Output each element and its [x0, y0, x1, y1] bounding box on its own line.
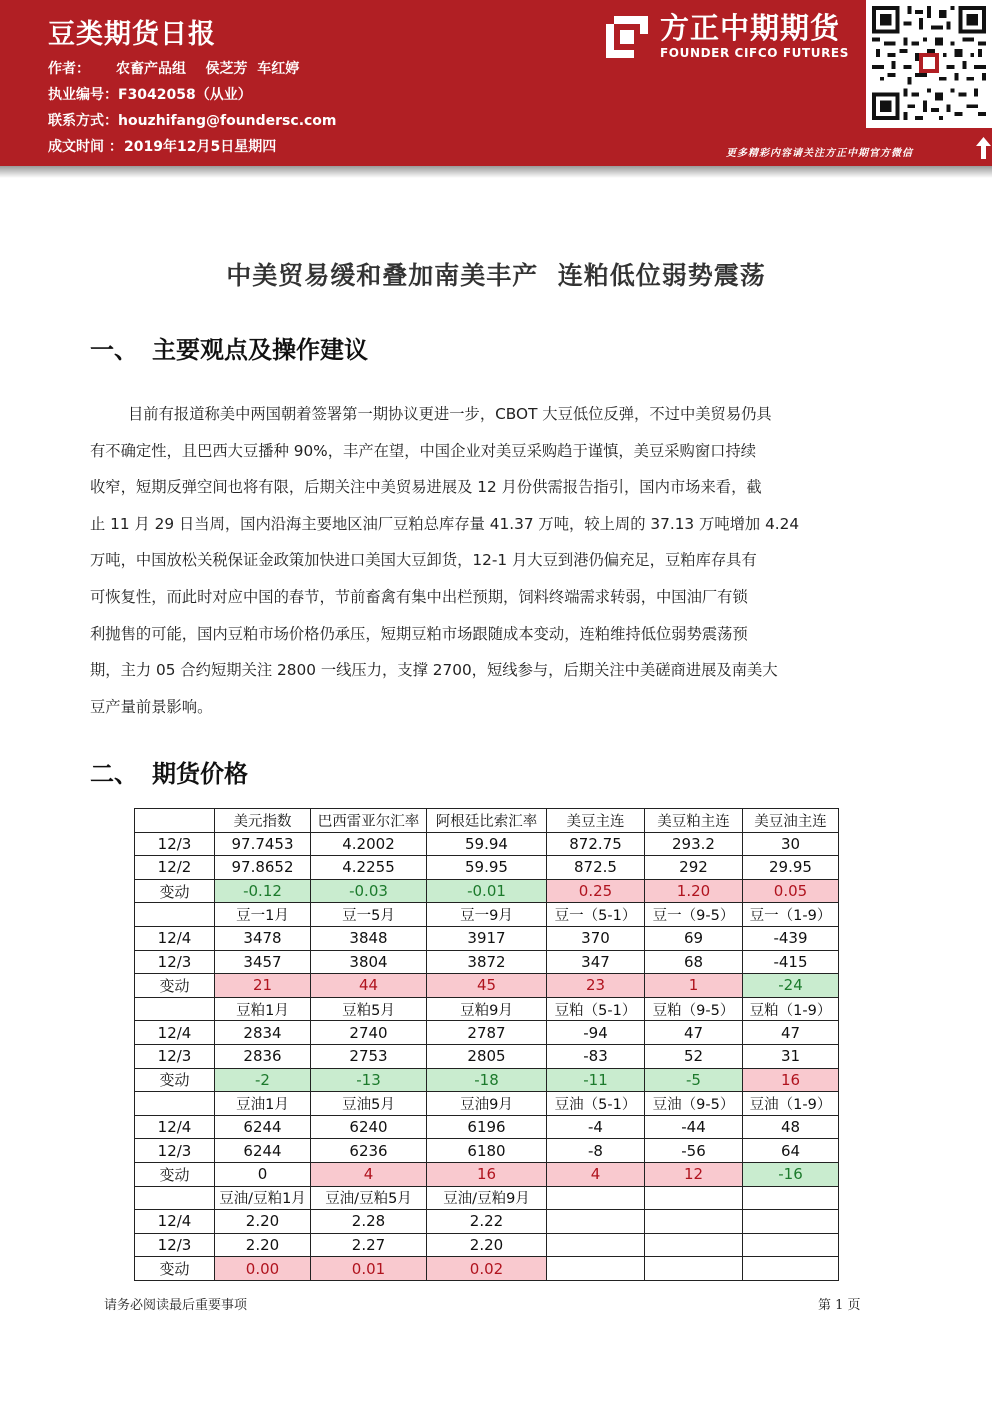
table-cell: 47: [743, 1021, 839, 1045]
contact-line: [48, 110, 337, 130]
table-cell: 2.27: [311, 1233, 427, 1257]
table-cell: 2.20: [215, 1233, 311, 1257]
table-change-row: [135, 974, 839, 998]
table-cell: 6236: [311, 1139, 427, 1163]
row-label: [135, 1092, 215, 1116]
page-number: 第 1 页: [818, 1298, 861, 1313]
table-cell: -8: [547, 1139, 645, 1163]
table-cell: 3848: [311, 926, 427, 950]
table-header-row: [135, 809, 839, 833]
company-brand: [600, 6, 860, 66]
table-cell: -24: [743, 974, 839, 998]
header-shadow: [0, 166, 992, 178]
table-cell: 4: [547, 1162, 645, 1186]
date-line: [48, 136, 276, 156]
paragraph-line: 万吨，中国放松关税保证金政策加快进口美国大豆卸货，12-1 月大豆到港仍偏充足，豆粕库存具有: [90, 551, 757, 570]
table-cell: 0.00: [215, 1257, 311, 1281]
table-row: [135, 926, 839, 950]
table-cell: 1: [645, 974, 743, 998]
table-cell: 0: [215, 1162, 311, 1186]
row-label: [135, 809, 215, 833]
table-row: [135, 1139, 839, 1163]
table-cell: 0.05: [743, 879, 839, 903]
table-cell: 45: [427, 974, 547, 998]
column-header: 豆粕（5-1）: [547, 997, 645, 1021]
table-cell: 2.22: [427, 1210, 547, 1234]
row-label: 12/2: [135, 856, 215, 880]
row-label: 12/3: [135, 832, 215, 856]
table-header-row: [135, 1092, 839, 1116]
table-cell: 21: [215, 974, 311, 998]
license-label: 执业编号：: [48, 87, 118, 103]
row-label: 12/3: [135, 1044, 215, 1068]
table-cell: 2836: [215, 1044, 311, 1068]
disclaimer-note: 请务必阅读最后重要事项: [104, 1298, 248, 1313]
table-cell: 2.20: [215, 1210, 311, 1234]
table-row: [135, 1021, 839, 1045]
report-title: 豆类期货日报: [48, 19, 216, 50]
up-arrow-icon: [975, 136, 992, 160]
table-cell: 97.7453: [215, 832, 311, 856]
table-cell: 4.2255: [311, 856, 427, 880]
table-cell: -439: [743, 926, 839, 950]
table-cell: -0.12: [215, 879, 311, 903]
table-cell: 872.5: [547, 856, 645, 880]
column-header: [743, 1186, 839, 1210]
table-cell: [743, 1257, 839, 1281]
table-cell: 3804: [311, 950, 427, 974]
founder-logo-icon: [604, 14, 650, 60]
column-header: 豆粕9月: [427, 997, 547, 1021]
row-label: [135, 997, 215, 1021]
table-change-row: [135, 1068, 839, 1092]
futures-price-table: [134, 808, 839, 1281]
row-label: 变动: [135, 1257, 215, 1281]
table-cell: 16: [427, 1162, 547, 1186]
column-header: 豆油5月: [311, 1092, 427, 1116]
section-title: 期货价格: [152, 760, 248, 788]
table-cell: 2805: [427, 1044, 547, 1068]
table-cell: 4: [311, 1162, 427, 1186]
row-label: 12/4: [135, 1210, 215, 1234]
column-header: 豆一（5-1）: [547, 903, 645, 927]
table-cell: 12: [645, 1162, 743, 1186]
row-label: 12/3: [135, 950, 215, 974]
column-header: 豆粕（1-9）: [743, 997, 839, 1021]
section-number: 二、: [90, 760, 138, 788]
table-cell: 2787: [427, 1021, 547, 1045]
table-cell: [547, 1257, 645, 1281]
author-value: 农畜产品组 侯芝芳 车红婷: [116, 61, 300, 77]
table-cell: -0.01: [427, 879, 547, 903]
table-cell: 59.95: [427, 856, 547, 880]
table-cell: 31: [743, 1044, 839, 1068]
table-cell: 0.02: [427, 1257, 547, 1281]
document-title: 中美贸易缓和叠加南美丰产 连粕低位弱势震荡: [226, 261, 766, 290]
section-title: 主要观点及操作建议: [152, 336, 368, 364]
table-cell: 2.28: [311, 1210, 427, 1234]
brand-name-cn: 方正中期期货: [660, 11, 841, 45]
table-cell: 0.25: [547, 879, 645, 903]
table-cell: [645, 1257, 743, 1281]
table-cell: 68: [645, 950, 743, 974]
license-value: F3042058（从业）: [118, 87, 252, 103]
column-header: 豆粕1月: [215, 997, 311, 1021]
table-cell: 29.95: [743, 856, 839, 880]
table-cell: 4.2002: [311, 832, 427, 856]
table-cell: 47: [645, 1021, 743, 1045]
table-cell: -94: [547, 1021, 645, 1045]
column-header: 豆一9月: [427, 903, 547, 927]
row-label: 12/4: [135, 1115, 215, 1139]
table-cell: 59.94: [427, 832, 547, 856]
analysis-paragraph: [90, 396, 886, 725]
table-cell: -44: [645, 1115, 743, 1139]
column-header: 美豆粕主连: [645, 809, 743, 833]
table-change-row: [135, 1257, 839, 1281]
table-cell: 52: [645, 1044, 743, 1068]
table-cell: [645, 1210, 743, 1234]
column-header: 美元指数: [215, 809, 311, 833]
table-cell: -11: [547, 1068, 645, 1092]
column-header: 豆油（1-9）: [743, 1092, 839, 1116]
contact-email[interactable]: houzhifang@foundersc.com: [118, 113, 337, 129]
table-cell: [743, 1233, 839, 1257]
table-header-row: [135, 997, 839, 1021]
column-header: 阿根廷比索汇率: [427, 809, 547, 833]
qr-code-icon: [872, 4, 986, 122]
table-header-row: [135, 1186, 839, 1210]
column-header: 豆油1月: [215, 1092, 311, 1116]
table-cell: 3457: [215, 950, 311, 974]
table-cell: 16: [743, 1068, 839, 1092]
column-header: 豆油（5-1）: [547, 1092, 645, 1116]
paragraph-line: 有不确定性，且巴西大豆播种 90%，丰产在望，中国企业对美豆采购趋于谨慎，美豆采购窗口持续: [90, 441, 757, 460]
section-number: 一、: [90, 336, 138, 364]
table-cell: 0.01: [311, 1257, 427, 1281]
column-header: 豆油/豆粕5月: [311, 1186, 427, 1210]
column-header: [547, 1186, 645, 1210]
table-cell: 44: [311, 974, 427, 998]
wechat-follow-note: 更多精彩内容请关注方正中期官方微信: [726, 148, 913, 159]
row-label: 变动: [135, 1068, 215, 1092]
table-cell: -0.03: [311, 879, 427, 903]
table-cell: 2740: [311, 1021, 427, 1045]
table-cell: 23: [547, 974, 645, 998]
table-row: [135, 832, 839, 856]
table-row: [135, 856, 839, 880]
column-header: [645, 1186, 743, 1210]
table-cell: [743, 1210, 839, 1234]
table-cell: -83: [547, 1044, 645, 1068]
column-header: 豆一5月: [311, 903, 427, 927]
paragraph-line: 利抛售的可能，国内豆粕市场价格仍承压，短期豆粕市场跟随成本变动，连粕维持低位弱势震荡预: [90, 624, 748, 643]
table-row: [135, 1115, 839, 1139]
table-cell: 1.20: [645, 879, 743, 903]
table-cell: [547, 1233, 645, 1257]
paragraph-line: 收窄，短期反弹空间也将有限，后期关注中美贸易进展及 12 月份供需报告指引，国内市场来看，截: [90, 478, 762, 497]
table-cell: 3478: [215, 926, 311, 950]
table-cell: 6196: [427, 1115, 547, 1139]
column-header: 豆油/豆粕9月: [427, 1186, 547, 1210]
brand-name-en: FOUNDER CIFCO FUTURES: [660, 46, 849, 60]
section-heading-1: [90, 330, 368, 365]
table-cell: -18: [427, 1068, 547, 1092]
table-row: [135, 1044, 839, 1068]
table-cell: 97.8652: [215, 856, 311, 880]
table-header-row: [135, 903, 839, 927]
table-cell: -16: [743, 1162, 839, 1186]
table-cell: -56: [645, 1139, 743, 1163]
table-cell: 3872: [427, 950, 547, 974]
paragraph-line: 期，主力 05 合约短期关注 2800 一线压力，支撑 2700，短线参与，后期关注中美磋商进展及南美大: [90, 661, 778, 680]
table-cell: -2: [215, 1068, 311, 1092]
table-cell: 370: [547, 926, 645, 950]
table-cell: -5: [645, 1068, 743, 1092]
paragraph-line: 豆产量前景影响。: [90, 697, 213, 716]
column-header: 美豆主连: [547, 809, 645, 833]
table-cell: [547, 1210, 645, 1234]
row-label: 12/4: [135, 1021, 215, 1045]
row-label: 12/3: [135, 1139, 215, 1163]
table-row: [135, 1210, 839, 1234]
author-line: [48, 58, 299, 78]
paragraph-line: 目前有报道称美中两国朝着签署第一期协议更进一步，CBOT 大豆低位反弹，不过中美贸易仍具: [128, 405, 772, 423]
column-header: 豆粕5月: [311, 997, 427, 1021]
table-cell: -13: [311, 1068, 427, 1092]
row-label: 变动: [135, 879, 215, 903]
section-heading-2: [90, 754, 248, 789]
date-label: 成文时间 ：: [48, 139, 123, 155]
table-cell: 3917: [427, 926, 547, 950]
table-cell: 2753: [311, 1044, 427, 1068]
date-value: 2019年12月5日星期四: [124, 139, 277, 155]
column-header: 豆油9月: [427, 1092, 547, 1116]
table-row: [135, 950, 839, 974]
table-cell: 6180: [427, 1139, 547, 1163]
row-label: 变动: [135, 974, 215, 998]
table-cell: 6244: [215, 1115, 311, 1139]
column-header: 豆一1月: [215, 903, 311, 927]
table-cell: 69: [645, 926, 743, 950]
table-cell: -4: [547, 1115, 645, 1139]
table-cell: 292: [645, 856, 743, 880]
table-cell: 6244: [215, 1139, 311, 1163]
row-label: 12/3: [135, 1233, 215, 1257]
column-header: 巴西雷亚尔汇率: [311, 809, 427, 833]
table-cell: 48: [743, 1115, 839, 1139]
table-cell: -415: [743, 950, 839, 974]
license-line: [48, 84, 252, 104]
table-cell: [645, 1233, 743, 1257]
table-cell: 2.20: [427, 1233, 547, 1257]
paragraph-line: 可恢复性，而此时对应中国的春节，节前畜禽有集中出栏预期，饲料终端需求转弱，中国油厂有锁: [90, 587, 748, 606]
report-header: [0, 0, 992, 168]
wechat-qr-code: [866, 0, 992, 128]
row-label: 变动: [135, 1162, 215, 1186]
column-header: 豆油/豆粕1月: [215, 1186, 311, 1210]
column-header: 豆粕（9-5）: [645, 997, 743, 1021]
author-label: 作者：: [48, 61, 90, 77]
column-header: 豆油（9-5）: [645, 1092, 743, 1116]
column-header: 美豆油主连: [743, 809, 839, 833]
table-change-row: [135, 879, 839, 903]
row-label: [135, 903, 215, 927]
row-label: 12/4: [135, 926, 215, 950]
row-label: [135, 1186, 215, 1210]
table-cell: 64: [743, 1139, 839, 1163]
table-cell: 347: [547, 950, 645, 974]
table-cell: 293.2: [645, 832, 743, 856]
contact-label: 联系方式：: [48, 113, 118, 129]
table-cell: 30: [743, 832, 839, 856]
table-row: [135, 1233, 839, 1257]
table-cell: 2834: [215, 1021, 311, 1045]
paragraph-line: 止 11 月 29 日当周，国内沿海主要地区油厂豆粕总库存量 41.37 万吨，较上周的 37.13 万吨增加 4.24: [90, 514, 800, 533]
column-header: 豆一（1-9）: [743, 903, 839, 927]
table-cell: 6240: [311, 1115, 427, 1139]
table-change-row: [135, 1162, 839, 1186]
column-header: 豆一（9-5）: [645, 903, 743, 927]
table-cell: 872.75: [547, 832, 645, 856]
